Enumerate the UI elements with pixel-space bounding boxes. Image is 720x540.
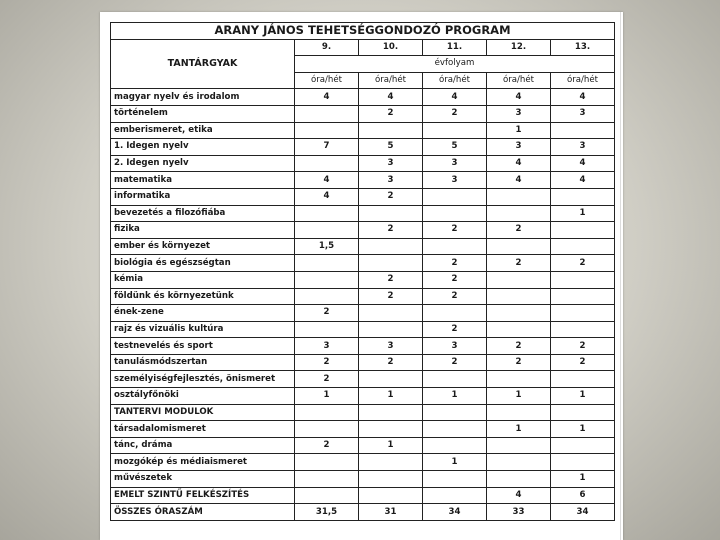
hours-cell: [551, 288, 615, 305]
hours-cell: 6: [551, 487, 615, 504]
hours-cell: 2: [487, 255, 551, 272]
hours-cell: 2: [487, 338, 551, 355]
hours-cell: [295, 487, 359, 504]
hours-cell: 3: [359, 155, 423, 172]
table-row: [111, 388, 615, 405]
table-row: [111, 454, 615, 471]
table-row: [111, 139, 615, 156]
hours-cell: [359, 404, 423, 421]
table-row: [111, 338, 615, 355]
hours-cell: [295, 471, 359, 488]
table-row: [111, 404, 615, 421]
hours-cell: 2: [423, 354, 487, 371]
hours-cell: 5: [359, 139, 423, 156]
hours-cell: 2: [423, 105, 487, 122]
unit-label-9: óra/hét: [295, 72, 359, 89]
hours-cell: [551, 188, 615, 205]
hours-cell: 2: [359, 288, 423, 305]
hours-cell: [295, 321, 359, 338]
hours-cell: 5: [423, 139, 487, 156]
table-row: [111, 155, 615, 172]
subject-cell: TANTERVI MODULOK: [111, 404, 295, 421]
subject-cell: informatika: [111, 188, 295, 205]
hours-cell: [551, 305, 615, 322]
hours-cell: [295, 271, 359, 288]
hours-cell: 2: [295, 354, 359, 371]
hours-cell: 3: [359, 338, 423, 355]
hours-cell: [423, 188, 487, 205]
hours-cell: [487, 205, 551, 222]
table-row: [111, 321, 615, 338]
hours-cell: 2: [423, 288, 487, 305]
unit-label-13: óra/hét: [551, 72, 615, 89]
hours-cell: 4: [423, 89, 487, 106]
hours-cell: 3: [487, 105, 551, 122]
hours-cell: 31: [359, 504, 423, 521]
hours-cell: 1: [359, 388, 423, 405]
hours-cell: [359, 305, 423, 322]
hours-cell: 2: [551, 354, 615, 371]
subject-cell: kémia: [111, 271, 295, 288]
hours-cell: [295, 155, 359, 172]
hours-cell: [295, 421, 359, 438]
subject-cell: ember és környezet: [111, 238, 295, 255]
subject-cell: emberismeret, etika: [111, 122, 295, 139]
hours-cell: 2: [359, 222, 423, 239]
hours-cell: [359, 238, 423, 255]
hours-cell: [295, 205, 359, 222]
subject-cell: ének-zene: [111, 305, 295, 322]
hours-cell: [551, 437, 615, 454]
hours-cell: 1: [487, 421, 551, 438]
table-row: [111, 172, 615, 189]
subject-cell: művészetek: [111, 471, 295, 488]
unit-label-10: óra/hét: [359, 72, 423, 89]
hours-cell: 3: [551, 105, 615, 122]
hours-cell: [423, 421, 487, 438]
hours-cell: [551, 122, 615, 139]
hours-cell: 2: [487, 354, 551, 371]
hours-cell: [295, 105, 359, 122]
subject-cell: társadalomismeret: [111, 421, 295, 438]
hours-cell: [423, 122, 487, 139]
subject-cell: matematika: [111, 172, 295, 189]
hours-cell: 7: [295, 139, 359, 156]
hours-cell: [487, 371, 551, 388]
hours-cell: 2: [423, 222, 487, 239]
hours-cell: 4: [551, 89, 615, 106]
hours-cell: 34: [551, 504, 615, 521]
table-row: [111, 487, 615, 504]
table-row: [111, 271, 615, 288]
hours-cell: [359, 122, 423, 139]
subject-cell: magyar nyelv és irodalom: [111, 89, 295, 106]
subject-cell: 1. Idegen nyelv: [111, 139, 295, 156]
hours-cell: 4: [487, 487, 551, 504]
table-row: [111, 205, 615, 222]
hours-cell: 2: [295, 305, 359, 322]
hours-cell: [423, 487, 487, 504]
unit-label-12: óra/hét: [487, 72, 551, 89]
evfolyam-label: évfolyam: [295, 56, 615, 73]
hours-cell: 4: [487, 155, 551, 172]
hours-cell: [487, 305, 551, 322]
hours-cell: 3: [487, 139, 551, 156]
hours-cell: 2: [359, 105, 423, 122]
hours-cell: 3: [551, 139, 615, 156]
hours-cell: [487, 271, 551, 288]
hours-cell: [487, 288, 551, 305]
grade-12-header: 12.: [487, 39, 551, 56]
hours-cell: [551, 222, 615, 239]
subject-cell: fizika: [111, 222, 295, 239]
hours-cell: 1: [487, 388, 551, 405]
hours-cell: 4: [551, 155, 615, 172]
hours-cell: [551, 271, 615, 288]
hours-cell: 1: [423, 388, 487, 405]
hours-cell: [487, 404, 551, 421]
table-row: [111, 371, 615, 388]
hours-cell: 4: [295, 89, 359, 106]
hours-cell: 4: [295, 172, 359, 189]
table-row: [111, 105, 615, 122]
hours-cell: [551, 454, 615, 471]
table-row: [111, 188, 615, 205]
table-row: [111, 222, 615, 239]
hours-cell: [359, 487, 423, 504]
subject-cell: tanulásmódszertan: [111, 354, 295, 371]
hours-cell: 2: [551, 338, 615, 355]
hours-cell: 2: [551, 255, 615, 272]
hours-cell: 1: [551, 205, 615, 222]
curriculum-table: [110, 22, 615, 521]
table-row: [111, 437, 615, 454]
subject-cell: EMELT SZINTŰ FELKÉSZÍTÉS: [111, 487, 295, 504]
subject-cell: földünk és környezetünk: [111, 288, 295, 305]
table-row: [111, 238, 615, 255]
hours-cell: 4: [551, 172, 615, 189]
table-title: ARANY JÁNOS TEHETSÉGGONDOZÓ PROGRAM: [111, 23, 615, 40]
table-row: [111, 255, 615, 272]
hours-cell: 1: [359, 437, 423, 454]
hours-cell: [295, 255, 359, 272]
hours-cell: [295, 122, 359, 139]
hours-cell: 1: [423, 454, 487, 471]
grade-9-header: 9.: [295, 39, 359, 56]
table-row: [111, 421, 615, 438]
hours-cell: 31,5: [295, 504, 359, 521]
hours-cell: 3: [359, 172, 423, 189]
hours-cell: [423, 238, 487, 255]
hours-cell: 3: [423, 172, 487, 189]
hours-cell: 2: [487, 222, 551, 239]
hours-cell: [551, 404, 615, 421]
subject-cell: tánc, dráma: [111, 437, 295, 454]
subject-cell: 2. Idegen nyelv: [111, 155, 295, 172]
table-row: [111, 471, 615, 488]
hours-cell: [359, 255, 423, 272]
table-row: [111, 89, 615, 106]
hours-cell: [295, 288, 359, 305]
hours-cell: 2: [423, 255, 487, 272]
hours-cell: [487, 437, 551, 454]
subject-cell: ÖSSZES ÓRASZÁM: [111, 504, 295, 521]
hours-cell: 4: [359, 89, 423, 106]
hours-cell: 3: [423, 338, 487, 355]
hours-cell: [423, 404, 487, 421]
table-body: [111, 89, 615, 520]
hours-cell: 2: [295, 437, 359, 454]
hours-cell: 34: [423, 504, 487, 521]
hours-cell: [487, 238, 551, 255]
hours-cell: [551, 371, 615, 388]
hours-cell: 4: [295, 188, 359, 205]
table-row: [111, 504, 615, 521]
hours-cell: [423, 371, 487, 388]
hours-cell: [487, 188, 551, 205]
hours-cell: [295, 222, 359, 239]
table-row: [111, 354, 615, 371]
hours-cell: 2: [359, 188, 423, 205]
hours-cell: 33: [487, 504, 551, 521]
table-row: [111, 122, 615, 139]
unit-label-11: óra/hét: [423, 72, 487, 89]
subject-cell: bevezetés a filozófiába: [111, 205, 295, 222]
subject-cell: személyiségfejlesztés, önismeret: [111, 371, 295, 388]
hours-cell: 1: [551, 421, 615, 438]
hours-cell: 1: [551, 471, 615, 488]
hours-cell: [359, 454, 423, 471]
hours-cell: [359, 471, 423, 488]
grade-13-header: 13.: [551, 39, 615, 56]
hours-cell: 1: [487, 122, 551, 139]
page-edge-line: [620, 12, 621, 540]
hours-cell: [551, 321, 615, 338]
subject-cell: történelem: [111, 105, 295, 122]
table-row: [111, 305, 615, 322]
hours-cell: [359, 205, 423, 222]
subjects-header: TANTÁRGYAK: [111, 39, 295, 89]
hours-cell: [359, 421, 423, 438]
hours-cell: [487, 321, 551, 338]
hours-cell: 1: [295, 388, 359, 405]
hours-cell: 1: [551, 388, 615, 405]
subject-cell: osztályfőnöki: [111, 388, 295, 405]
hours-cell: 4: [487, 172, 551, 189]
hours-cell: [359, 321, 423, 338]
subject-cell: testnevelés és sport: [111, 338, 295, 355]
hours-cell: 2: [295, 371, 359, 388]
hours-cell: 3: [295, 338, 359, 355]
hours-cell: 4: [487, 89, 551, 106]
hours-cell: 2: [359, 354, 423, 371]
subject-cell: rajz és vizuális kultúra: [111, 321, 295, 338]
hours-cell: [359, 371, 423, 388]
hours-cell: [423, 437, 487, 454]
hours-cell: 3: [423, 155, 487, 172]
subject-cell: biológia és egészségtan: [111, 255, 295, 272]
hours-cell: [487, 471, 551, 488]
hours-cell: [423, 305, 487, 322]
hours-cell: 2: [423, 271, 487, 288]
grade-10-header: 10.: [359, 39, 423, 56]
hours-cell: [487, 454, 551, 471]
hours-cell: 2: [359, 271, 423, 288]
hours-cell: [295, 454, 359, 471]
hours-cell: [423, 205, 487, 222]
hours-cell: 1,5: [295, 238, 359, 255]
hours-cell: [295, 404, 359, 421]
subject-cell: mozgókép és médiaismeret: [111, 454, 295, 471]
hours-cell: 2: [423, 321, 487, 338]
hours-cell: [551, 238, 615, 255]
table-row: [111, 288, 615, 305]
hours-cell: [423, 471, 487, 488]
grade-11-header: 11.: [423, 39, 487, 56]
